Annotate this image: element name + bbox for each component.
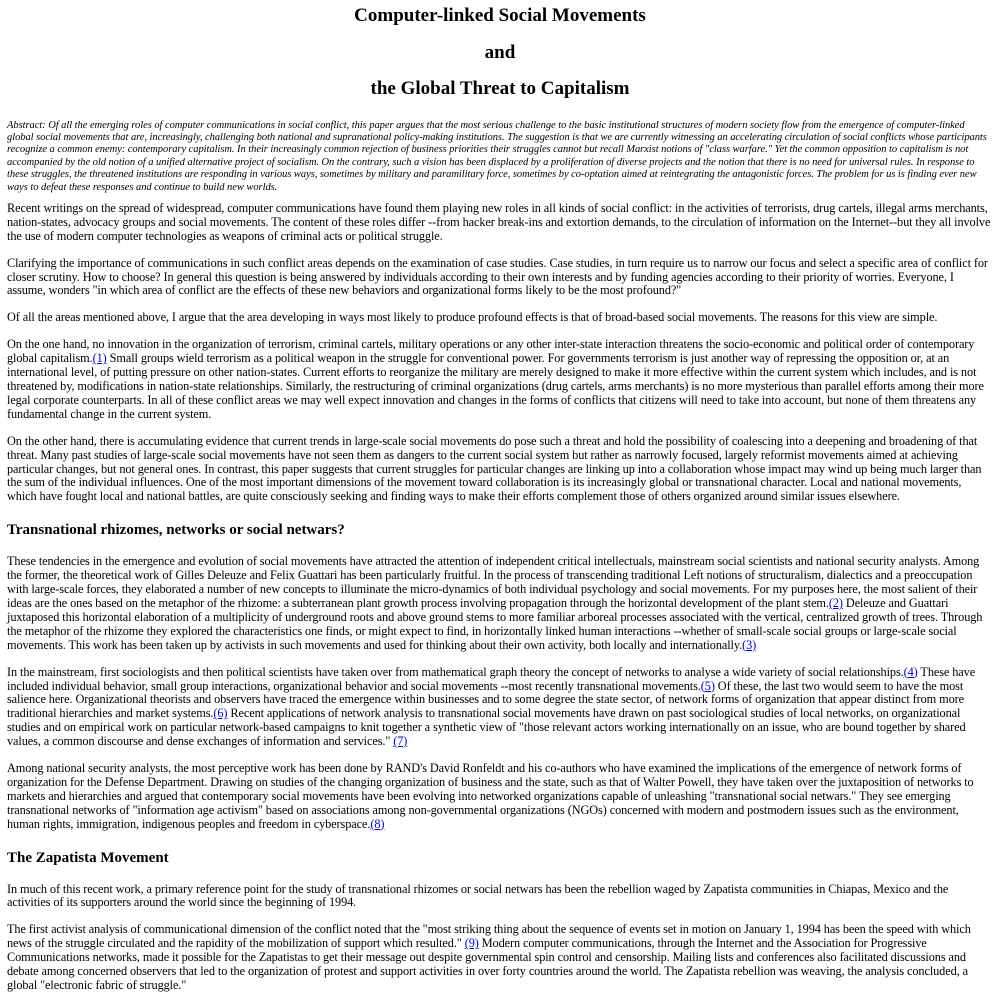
paragraph-4-text-b: Small groups wield terrorism as a political weapon in the struggle for conventional power. For governments terrorism is just another way of repressing the opposition or, at an international level, of putting pressure on other nation-states. Current efforts to reorganize the military are merely designed to make it more effective within the current system which includes, and is not threatened by, modifications in nation-state relationships. Similarly, the restructuring of criminal organizations (drug cartels, arms merchants) is no more mysterious than parallel efforts among their more legal corporate counterparts. In all of these conflict areas we may well expect innovation and changes in the forms of conflicts that citizens will need to take into account, but none of them threatens any fundamental change in the current system. xyxy=(7,351,984,421)
footnote-link-4[interactable]: (4) xyxy=(903,664,918,679)
footnote-link-1[interactable]: (1) xyxy=(92,351,107,366)
paragraph-7-text-c: Of these, the last two would seem to have the most salience here. Organizational theorists and observers have traced the emergence within businesses and to some degree the state sector, of network forms of organization that appear distinct from more traditional hierarchies and market systems. xyxy=(7,678,964,721)
paragraph-1: Recent writings on the spread of widespread, computer communications have found them playing new roles in all kinds of social conflict: in the activities of terrorists, drug cartels, illegal arms merchants, nation-states, advocacy groups and social movements. The content of these roles differ --from hacker break-ins and extortion demands, to the circulation of information on the Internet--but they all involve the use of modern computer technologies as weapons of criminal acts or political struggle. xyxy=(7,200,991,243)
footnote-link-6[interactable]: (6) xyxy=(213,706,228,721)
footnote-link-7[interactable]: (7) xyxy=(393,734,408,749)
title-line-1: Computer-linked Social Movements xyxy=(354,5,646,26)
paragraph-4-text-a: On the one hand, no innovation in the organization of terrorism, criminal cartels, military operations or any other inter-state interaction threatens the socio-economic and political order of contemporary global capitalism. xyxy=(7,337,975,366)
paragraph-10-text-b: Modern computer communications, through the Internet and the Association for Progressive Communications networks, made it possible for the Zapatistas to get their message out despite governmental spin control and censorship. Mailing lists and conferences also facilitated discussions and debate among concerned observers that led to the organization of protest and support activities in over forty countries around the world. The Zapatista rebellion was weaving, the analysis concluded, a global "electronic fabric of struggle." xyxy=(7,936,968,992)
paragraph-7 xyxy=(7,666,993,749)
footnote-link-9[interactable]: (9) xyxy=(464,936,479,951)
paragraph-6 xyxy=(7,555,993,652)
paragraph-7-text-b: These have included individual behavior, small group interactions, organizational behavior and social movements --most recently transnational movements. xyxy=(7,664,976,693)
paragraph-3: Of all the areas mentioned above, I argue that the area developing in ways most likely to produce profound effects is that of broad-based social movements. The reasons for this view are simple. xyxy=(7,310,938,325)
paragraph-8-text-a: Among national security analysts, the most perceptive work has been done by RAND's David Ronfeldt and his co-authors who have examined the implications of the emergence of network forms of organization for the Defense Department. Drawing on studies of the changing organization of business and the state, such as that of Walter Powell, they have taken over the juxtaposition of networks to markets and hierarchies and argued that contemporary social movements have been evolving into networked organizations capable of unleashing "transnational social netwars." They see emerging transnational networks of "information age activism" based on associations among non-governmental organizations (NGOs) concerned with modern and postmodern issues such as the environment, human rights, immigration, indigenous peoples and freedom in cyberspace. xyxy=(7,761,974,831)
footnote-link-3[interactable]: (3) xyxy=(742,637,757,652)
footnote-link-5[interactable]: (5) xyxy=(700,678,715,693)
abstract: Abstract: Of all the emerging roles of computer communications in social conflict, this paper argues that the most serious challenge to the basic institutional structures of modern society flow from the emergence of computer-linked global social movements that are, increasingly, challenging both national and supranational policy-making institutions. The suggestion is that we are currently witnessing an accelerating circulation of social conflicts whose participants recognize a common enemy: contemporary capitalism. In their increasingly common rejection of business priorities their struggles cannot but recall Marxist notions of "class warfare." Yet the common opposition to capitalism is not accompanied by the old notion of a unified alternative project of socialism. On the contrary, such a vision has been displaced by a proliferation of diverse projects and the notion that there is no need for universal rules. In response to these struggles, the threatened institutions are responding in various ways, sometimes by military and paramilitary force, sometimes by co-optation aimed at reintegrating the antagonistic forces. The problem for us is finding ever new ways to defeat these responses and continue to build new worlds. xyxy=(7,119,987,193)
paragraph-7-text-a: In the mainstream, first sociologists and then political scientists have taken over from mathematical graph theory the concept of networks to analyse a wide variety of social relationships. xyxy=(7,664,904,679)
paragraph-10 xyxy=(7,923,993,993)
title-line-2: and xyxy=(484,41,516,63)
section-heading-zapatista: The Zapatista Movement xyxy=(7,849,169,866)
paragraph-9: In much of this recent work, a primary reference point for the study of transnational rhizomes or social netwars has been the rebellion waged by Zapatista communities in Chiapas, Mexico and the activities of its supporters around the world since the beginning of 1994. xyxy=(7,881,949,910)
footnote-link-8[interactable]: (8) xyxy=(370,816,385,831)
paragraph-8 xyxy=(7,762,993,832)
paragraph-6-text-b: Deleuze and Guattari juxtaposed this horizontal elaboration of a multiplicity of underground roots and above ground stems to more familiar arboreal processes associated with the vertical, centralized growth of trees. Through the metaphor of the rhizome they explored the characteristics one finds, or might expect to find, in horizontally linked human interactions --whether of small-scale social groups or large-scale social movements. This work has been taken up by activists in such movements and used for thinking about their own activity, both locally and internationally. xyxy=(7,595,983,652)
paragraph-4 xyxy=(7,338,993,421)
section-heading-rhizomes: Transnational rhizomes, networks or social netwars? xyxy=(7,522,345,539)
paragraph-5: On the other hand, there is accumulating evidence that current trends in large-scale social movements do pose such a threat and hold the possibility of coalescing into a deepening and broadening of that threat. Many past studies of large-scale social movements have not seen them as dangers to the current social system but rather as narrowly focused, largely reformist movements aimed at achieving particular changes, but not general ones. In contrast, this paper suggests that current struggles for particular changes are linking up into a collaboration whose impact may wind up being much larger than the sum of the individual influences. One of the most important dimensions of the movement toward collaboration is its increasingly global or transnational character. Local and national movements, which have fought local and national battles, are quite consciously seeking and finding ways to make their efforts complement those of others organized around similar issues elsewhere. xyxy=(7,433,982,504)
paragraph-10-text-a: The first activist analysis of communicational dimension of the conflict noted that the "most striking thing about the sequence of events set in motion on January 1, 1994 has been the speed with which news of the struggle circulated and the rapidity of the mobilization of support which resulted." xyxy=(7,922,971,951)
title-line-3: the Global Threat to Capitalism xyxy=(370,78,630,99)
paragraph-2: Clarifying the importance of communications in such conflict areas depends on the examination of case studies. Case studies, in turn require us to narrow our focus and select a specific area of conflict for closer scrutiny. How to choose? In general this question is being answered by individuals according to their own interests and by funding agencies according to their priority of worries. Everyone, I assume, wonders "in which area of conflict are the effects of these new behaviors and organizational forms likely to be the most profound?" xyxy=(7,255,988,298)
paragraph-7-text-d: Recent applications of network analysis to transnational social movements have drawn on past sociological studies of local networks, on organizational studies and on empirical work on particular network-based campaigns to knit together a synthetic view of "those relevant actors working internationally on an issue, who are bound together by shared values, a common discourse and dense exchanges of information and services." xyxy=(7,706,966,749)
footnote-link-2[interactable]: (2) xyxy=(828,595,843,610)
paragraph-6-text-a: These tendencies in the emergence and evolution of social movements have attracted the attention of independent critical intellectuals, mainstream social scientists and national security analysts. Among the former, the theoretical work of Gilles Deleuze and Felix Guattari has been particularly fruitful. In the process of transcending traditional Left notions of structuralism, dialectics and a preoccupation with large-scale forces, they elaborated a number of new concepts to illuminate the micro-dynamics of both individual psychology and social movements. For my purposes here, the most salient of their ideas are the ones based on the metaphor of the rhizome: a subterranean plant growth process involving propagation through the horizontal development of the plant stem. xyxy=(7,554,980,610)
